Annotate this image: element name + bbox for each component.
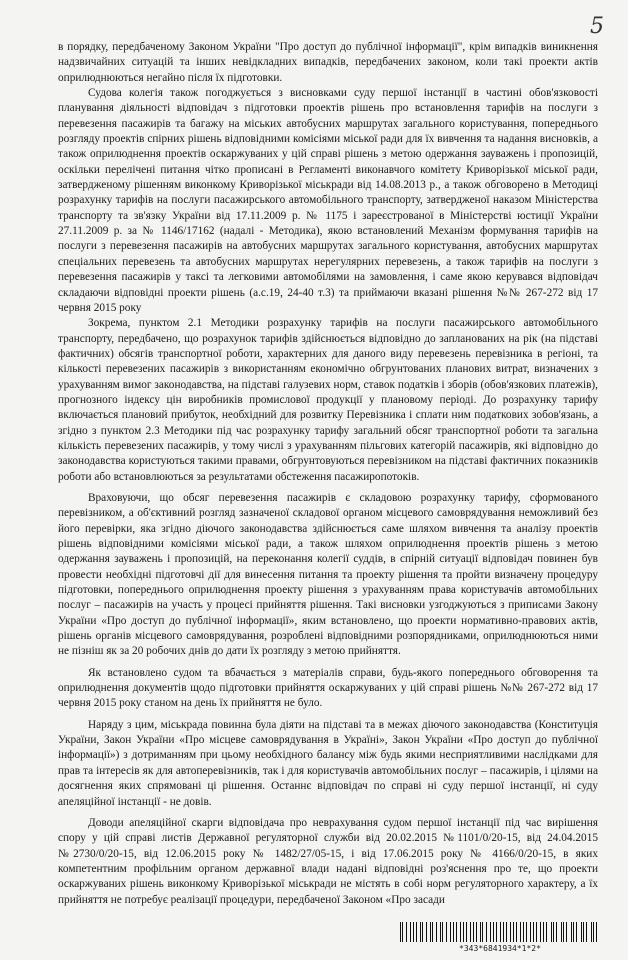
page-number: 5	[590, 14, 604, 39]
barcode-bar	[460, 922, 461, 942]
paragraph-7: Доводи апеляційної скарги відповідача про неврахування судом першої інстанції під час вирішення спору у цій справі листів Державної регуляторної служби від 20.02.2015 №1101/0/20-15, від 24.04.2015 №2730/0/20-15, від 12.06.2015 року № 1482/27/05-15, і від 17.06.2015 року № 4166/0/20-15, в яких компетентним профільним органом державної влади надані відповідні роз'яснення про те, що проекти оскаржуваних рішень виконкому Криворізької міськради не містять в собі норм регуляторного характеру, а їх прийняття не потребує реалізації процедури, передбаченої Законом «Про засади	[58, 816, 598, 906]
barcode-bars	[400, 922, 600, 942]
barcode	[400, 922, 600, 956]
barcode-bar	[540, 922, 541, 942]
barcode-bar	[432, 922, 433, 942]
paragraph-2: Судова колегія також погоджується з висновками суду першої інстанції в частині обов'язковості планування діяльності відповідач з підготовки проектів рішень про встановлення тарифів на послуги з перевезення пасажирів та багажу на міських автобусних маршрутах загального користування, попереднього розгляду проектів спірних рішень відповідними комісіями міської ради для їх вивчення та надання висновків, а також оприлюднення проектів оскаржуваних у цій справі рішень з метою одержання зауважень і пропозицій, оскільки перелічені питання чітко прописані в Регламенті виконавчого комітету Криворізької міської ради, затвердженому рішенням виконкому Криворізької міськради від 14.08.2013 р., а також обговорено в Методиці розрахунку тарифів на послуги пасажирського автомобільного транспорту, затвердженої наказом Міністерства транспорту та зв'язку України від 17.11.2009 р. № 1175 і зареєстрованої в Міністерстві юстиції України 27.11.2009 р. за № 1146/17162 (надалі - Методика), якою встановлений Механізм формування тарифів на послуги з перевезення пасажирів на автобусних маршрутах загального користування, автобусних маршрутах спеціальних перевезень та автобусних маршрутах нерегулярних перевезень, а також тарифів на послуги з перевезення пасажирів у таксі та легковими автомобілями на замовлення, і саме якою керувався відповідач складаючи відповідні проекти рішень (а.с.19, 24-40 т.3) та приймаючи вказані рішення №№ 267-272 від 17 червня 2015 року	[58, 87, 598, 314]
barcode-bar	[482, 922, 483, 942]
paragraph-5: Як встановлено судом та вбачається з матеріалів справи, будь-якого попереднього обговорення та оприлюднення документів щодо підготовки прийняття оскаржуваних у цій справі рішень №№ 267-272 від 17 червня 2015 року станом на день їх прийняття не було.	[58, 666, 598, 710]
paragraph-6: Наряду з цим, міськрада повинна була діяти на підставі та в межах діючого законодавства (Конституція України, Закон України «Про місцеве самоврядування в Україні», Закон України «Про доступ до публічної інформації») з дотриманням при цьому необхідного балансу між будь якими несприятливими наслідками для прав та інтересів як для автоперевізників, так і для користувачів автомобільних послуг – пасажирів, і цілями на досягнення яких спрямовані ці рішення. Останнє відповідач по справі ні суду першої інстанції, ні суду апеляційної інстанції - не довів.	[58, 718, 598, 808]
paragraph-3: Зокрема, пунктом 2.1 Методики розрахунку тарифів на послуги пасажирського автомобільного транспорту, передбачено, що розрахунок тарифів здійснюється відповідно до запланованих на рік (на підставі фактичних) обсягів транспортної роботи, характерних для даного виду перевезень перевізника в регіоні, та кількості перевезених пасажирів з використанням економічно обгрунтованих планових витрат, визначених з урахуванням вимог законодавства, на підставі галузевих норм, ставок податків і зборів (обов'язкових платежів), прогнозного індексу цін виробників промислової продукції у плановому періоді. До розрахунку тарифу включається плановий прибуток, необхідний для розвитку Перевізника і сплати ним податкових зобов'язань, а згідно з пунктом 2.3 Методики під час розрахунку тарифу загальний обсяг транспортної роботи та загальна кількість перевезених пасажирів, у тому числі з урахуванням пільгових категорій пасажирів, які відповідно до законодавства користуються такими правами, обгрунтовуються перевізником на підставі фактичних показників роботи або встановлюються за результатами обстеження пасажиропотоків.	[58, 317, 598, 483]
barcode-text: *343*6841934*1*2*	[459, 944, 541, 953]
paragraph-1: в порядку, передбаченому Законом України "Про доступ до публічної інформації", крім випадків виникнення надзвичайних ситуацій та інших невідкладних випадків, передбачених законом, коли такі проекти актів оприлюднюються негайно після їх підготовки.	[58, 41, 598, 84]
paragraph-4: Враховуючи, що обсяг перевезення пасажирів є складовою розрахунку тарифу, сформованого перевізником, а об'єктивний розгляд зазначеної складової органом місцевого самоврядування неможливий без його перевірки, яка згідно діючого законодавства здійснюється саме шляхом вивчення та аналізу проектів рішень відповідними комісіями міської ради, а також шляхом оприлюднення проектів рішень з метою одержання зауважень і пропозицій, на переконання колегії суддів, в спірній ситуації відповідач повинен був провести необхідні підготовчі дії для винесення питання та проекту рішення та пройти визначену процедуру підготовки, попереднього оприлюднення проекту рішення з урахуванням права користувачів автомобільних послуг – пасажирів на участь у процесі прийняття рішення. Такі висновки узгоджуються з приписами Закону України «Про доступ до публічної інформації», яким встановлено, що проекти нормативно-правових актів, рішень органів місцевого самоврядування, розроблені відповідними розпорядниками, оприлюднюються ними не пізніш як за 20 робочих днів до дати їх розгляду з метою прийняття.	[58, 491, 598, 658]
barcode-bar	[410, 922, 411, 942]
barcode-bar	[563, 922, 564, 942]
barcode-bar	[513, 922, 514, 942]
barcode-bar	[586, 922, 587, 942]
